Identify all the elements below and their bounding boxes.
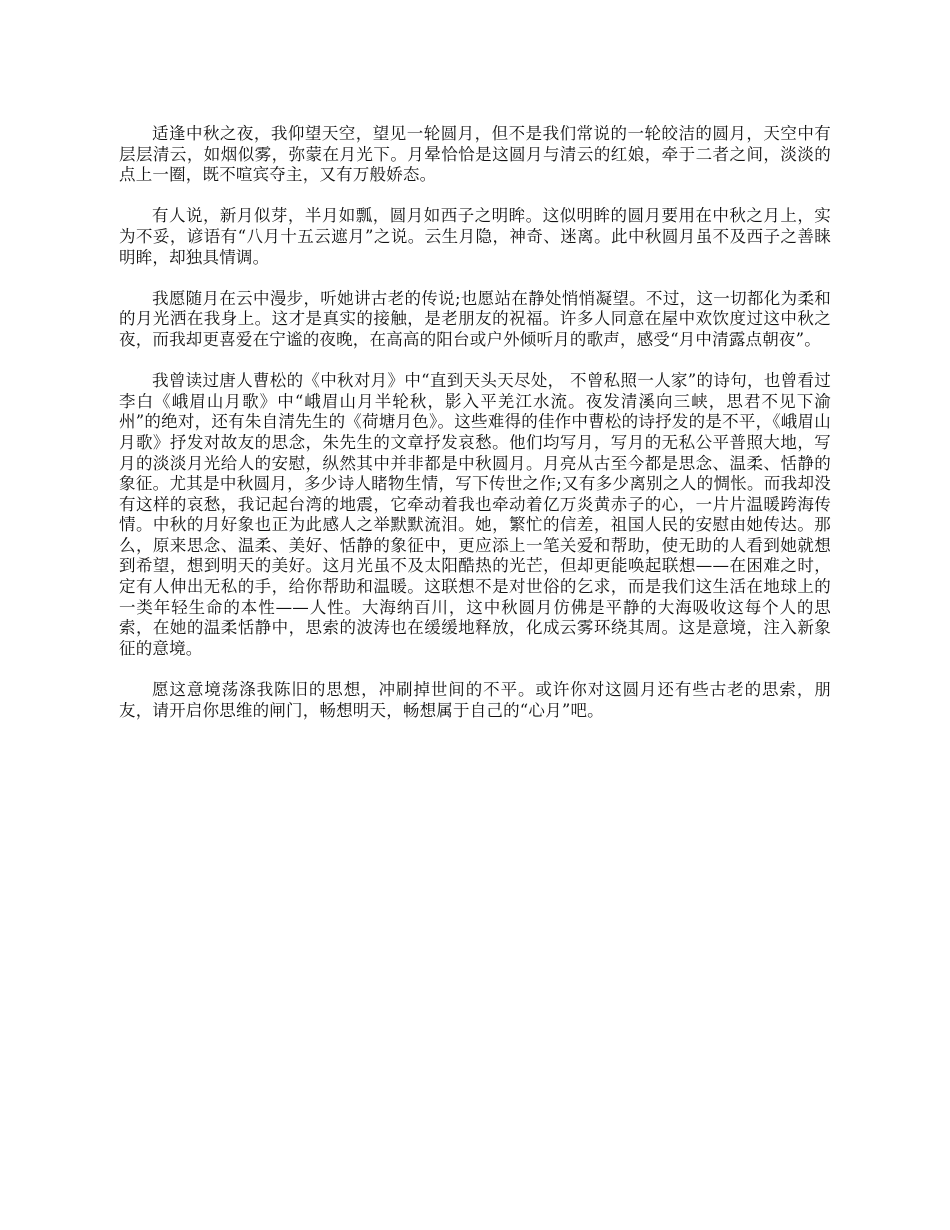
paragraph-1: 适逢中秋之夜，我仰望天空，望见一轮圆月，但不是我们常说的一轮皎洁的圆月，天空中有层层清云，如烟似雾，弥蒙在月光下。月晕恰恰是这圆月与清云的红娘，牵于二者之间，淡淡的点上一圈，既不喧宾夺主，又有万般娇态。 [119, 124, 831, 185]
essay-body [119, 124, 831, 742]
paragraph-2: 有人说，新月似芽，半月如瓢，圆月如西子之明眸。这似明眸的圆月要用在中秋之月上，实为不妥，谚语有“八月十五云遮月”之说。云生月隐，神奇、迷离。此中秋圆月虽不及西子之善睐明眸，却独具情调。 [119, 206, 831, 267]
paragraph-4: 我曾读过唐人曹松的《中秋对月》中“直到天头天尽处， 不曾私照一人家”的诗句，也曾看过李白《峨眉山月歌》中“峨眉山月半轮秋，影入平羌江水流。夜发清溪向三峡，思君不见下渝州”的绝对，还有朱自清先生的《荷塘月色》。这些难得的佳作中曹松的诗抒发的是不平，《峨眉山月歌》抒发对故友的思念，朱先生的文章抒发哀愁。他们均写月，写月的无私公平普照大地，写月的淡淡月光给人的安慰，纵然其中并非都是中秋圆月。月亮从古至今都是思念、温柔、恬静的象征。尤其是中秋圆月，多少诗人睹物生情，写下传世之作;又有多少离别之人的惆怅。而我却没有这样的哀愁，我记起台湾的地震，它牵动着我也牵动着亿万炎黄赤子的心，一片片温暖跨海传情。中秋的月好象也正为此感人之举默默流泪。她，繁忙的信差，祖国人民的安慰由她传达。那么，原来思念、温柔、美好、恬静的象征中，更应添上一笔关爱和帮助，使无助的人看到她就想到希望，想到明天的美好。这月光虽不及太阳酷热的光芒，但却更能唤起联想——在困难之时，定有人伸出无私的手，给你帮助和温暖。这联想不是对世俗的乞求，而是我们这生活在地球上的一类年轻生命的本性——人性。大海纳百川，这中秋圆月仿佛是平静的大海吸收这每个人的思索，在她的温柔恬静中，思索的波涛也在缓缓地释放，化成云雾环绕其周。这是意境，注入新象征的意境。 [119, 371, 831, 658]
paragraph-3: 我愿随月在云中漫步，听她讲古老的传说;也愿站在静处悄悄凝望。不过，这一切都化为柔和的月光洒在我身上。这才是真实的接触，是老朋友的祝福。许多人同意在屋中欢饮度过这中秋之夜，而我却更喜爱在宁谧的夜晚，在高高的阳台或户外倾听月的歌声，感受“月中清露点朝夜”。 [119, 288, 831, 349]
paragraph-5: 愿这意境荡涤我陈旧的思想，冲刷掉世间的不平。或许你对这圆月还有些古老的思索，朋友，请开启你思维的闸门，畅想明天，畅想属于自己的“心月”吧。 [119, 680, 831, 720]
